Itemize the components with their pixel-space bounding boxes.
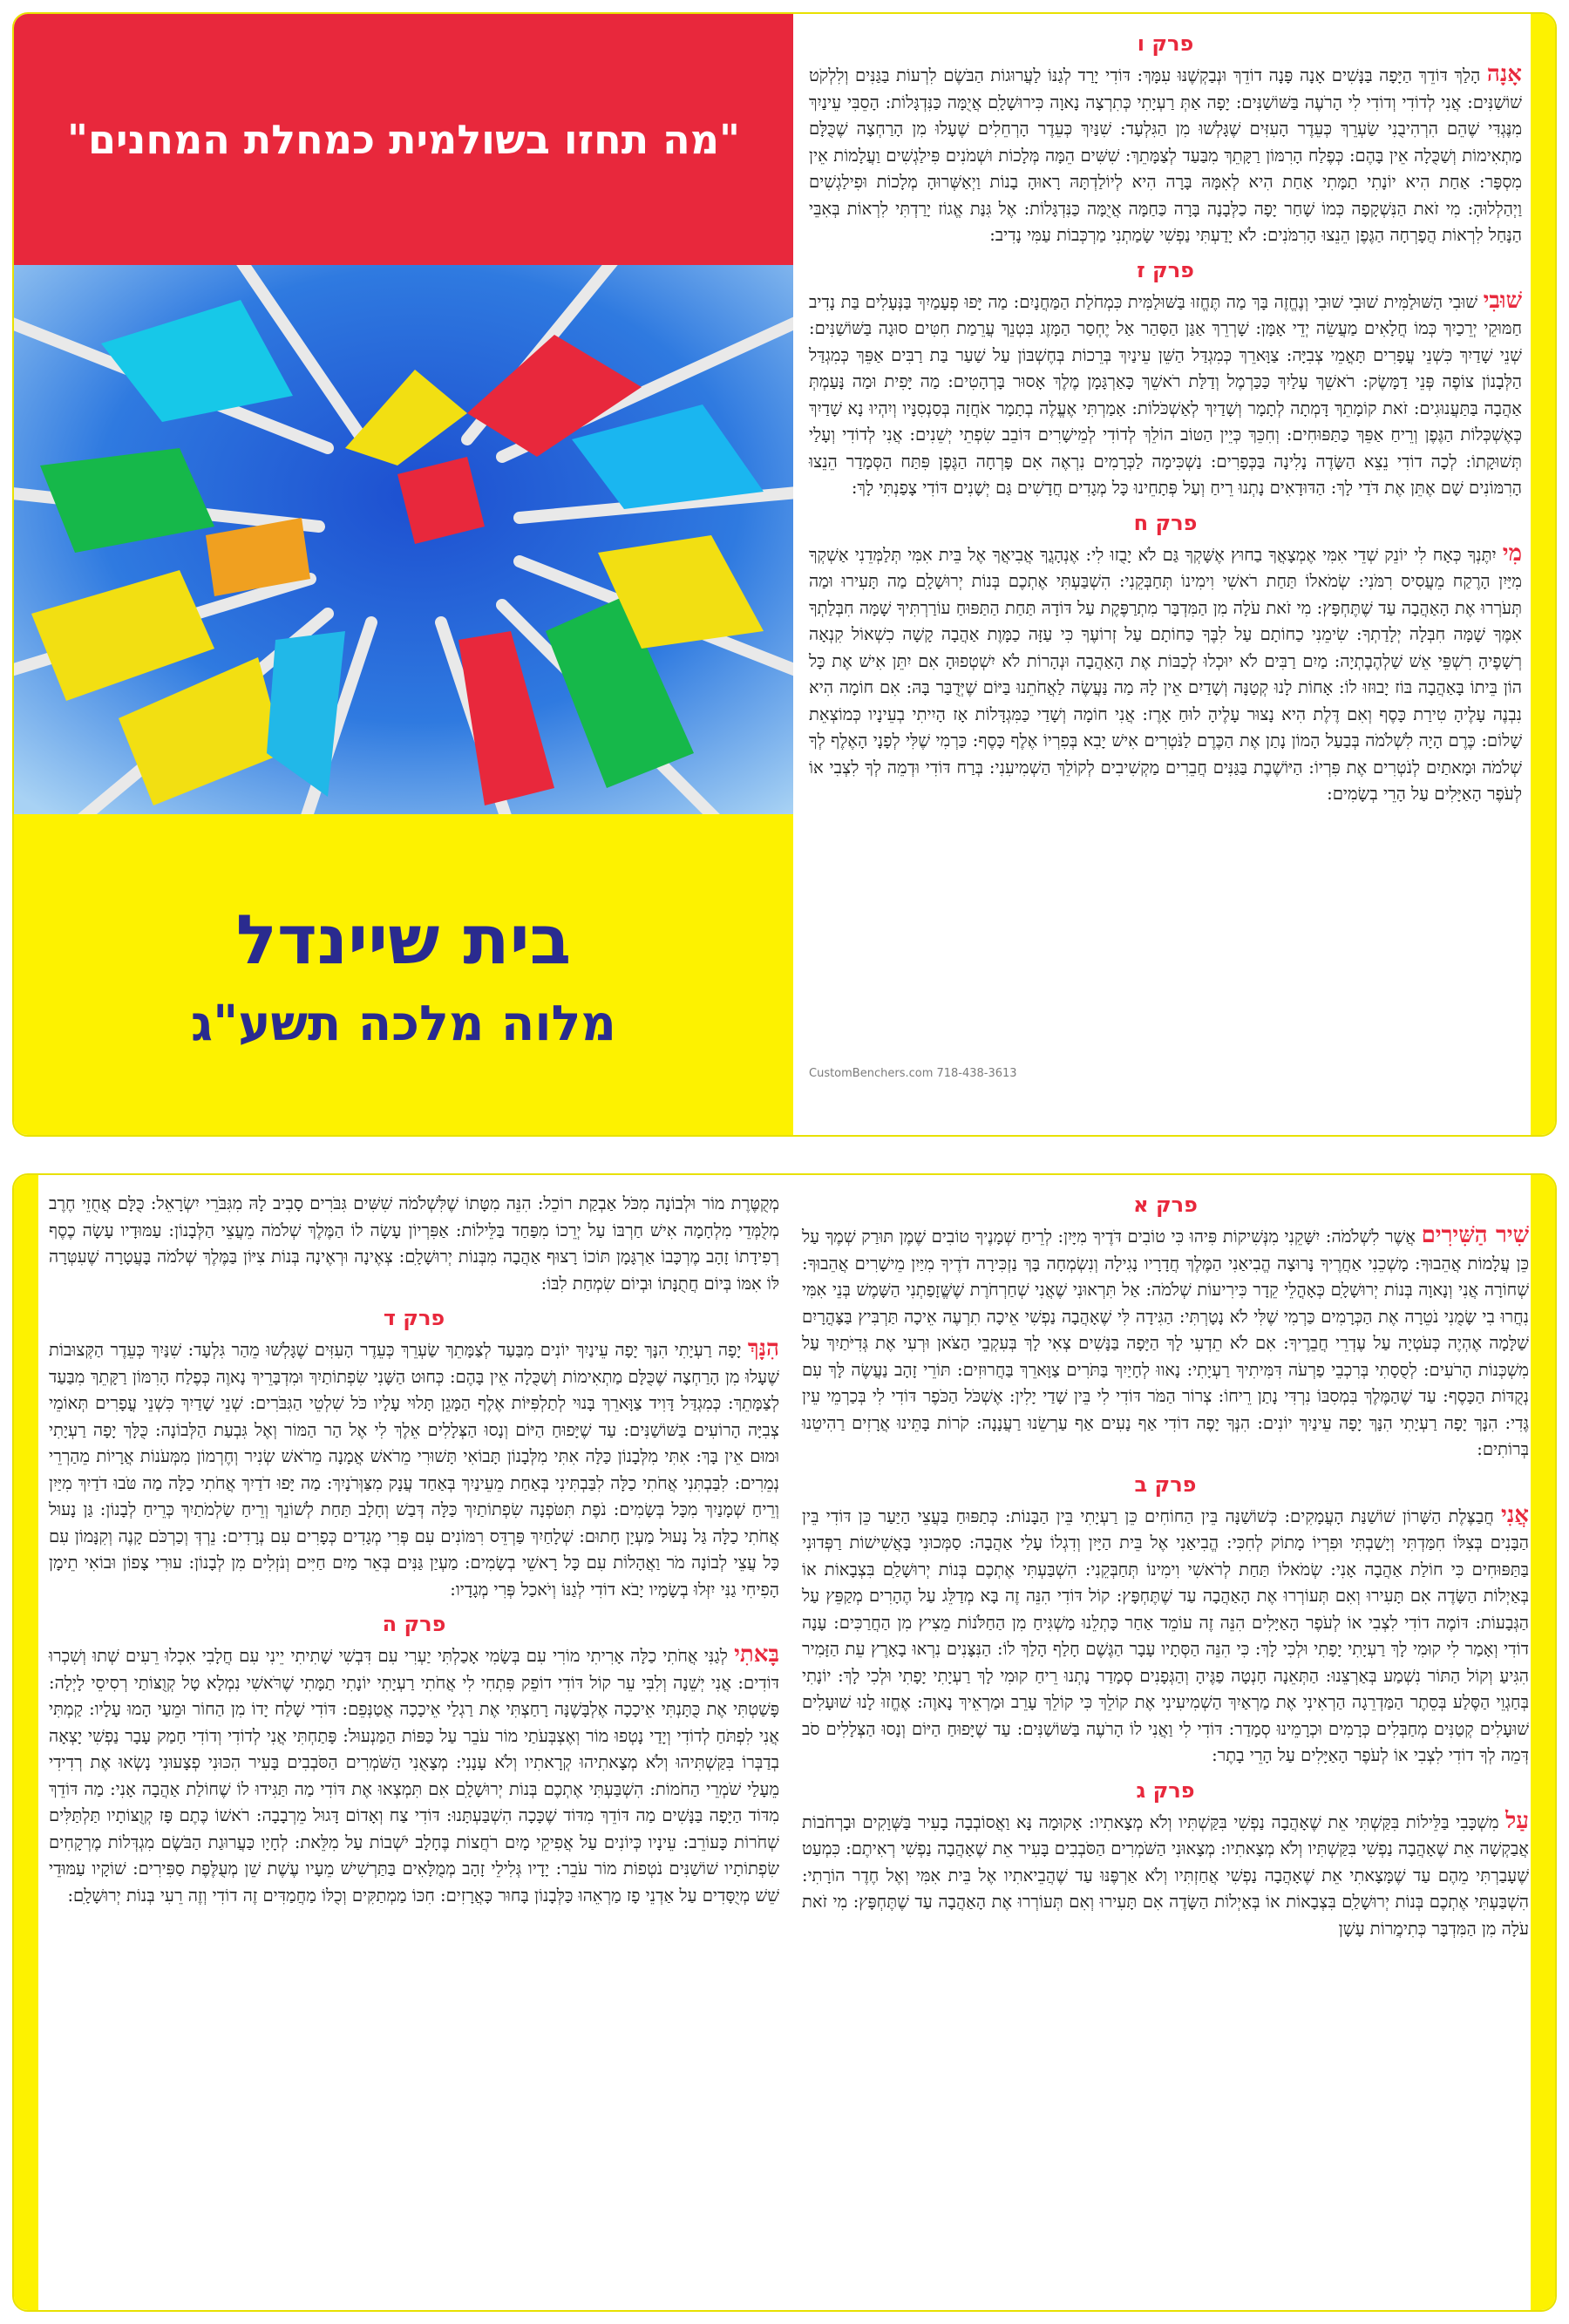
top-text-column	[809, 30, 1522, 817]
chapter-2	[802, 1472, 1529, 1770]
chapter-text: הָלַךְ דּוֹדֵךְ הַיָּפָה בַּנָּשִׁים אָנָה פָּנָה דוֹדֵךְ וּנְבַקְשֶׁנּוּ עִמָּךְ: דּוֹדִי יָרַד לְגַנּוֹ לַעֲרוּגוֹת הַבֹּשֶׂם לִרְעוֹת בַּגַּנִּים וְלִלְקֹט שׁוֹשַׁנִּים: אֲנִי לְדוֹדִי וְדוֹדִי לִי הָרֹעֶה בַּשּׁוֹשַׁנִּים: יָפָה אַתְּ רַעְיָתִי כְּתִרְצָה נָאוָה כִּירוּשָׁלָ‍ִם אֲיֻמָּה כַּנִּדְגָּלוֹת: הָסֵבִּי עֵינַיִךְ מִנֶּגְדִּי שֶׁהֵם הִרְהִיבֻנִי שַׂעְרֵךְ כְּעֵדֶר הָעִזִּים שֶׁגָּלְשׁוּ מִן הַגִּלְעָד: שִׁנַּיִךְ כְּעֵדֶר הָרְחֵלִים שֶׁעָלוּ מִן הָרַחְצָה שֶׁכֻּלָּם מַתְאִימוֹת וְשַׁכֻּלָה אֵין בָּהֶם: כְּפֶלַח הָרִמּוֹן רַקָּתֵךְ מִבַּעַד לְצַמָּתֵךְ: שִׁשִּׁים הֵמָּה מְּלָכוֹת וּשְׁמֹנִים פִּילַגְשִׁים וַעֲלָמוֹת אֵין מִסְפָּר: אַחַת הִיא יוֹנָתִי תַמָּתִי אַחַת הִיא לְאִמָּהּ בָּרָה הִיא לְיוֹלַדְתָּהּ רָאוּהָ בָנוֹת וַיְאַשְּׁרוּהָ מְלָכוֹת וּפִילַגְשִׁים וַיְהַלְלוּהָ: מִי זֹאת הַנִּשְׁקָפָה כְּמוֹ שָׁחַר יָפָה כַלְּבָנָה בָּרָה כַּחַמָּה אֲיֻמָּה כַּנִּדְגָּלוֹת: אֶל גִּנַּת אֱגוֹז יָרַדְתִּי לִרְאוֹת בְּאִבֵּי הַנָּחַל לִרְאוֹת הֲפָרְחָה הַגֶּפֶן הֵנֵצוּ הָרִמֹּנִים: לֹא יָדַעְתִּי נַפְשִׁי שָׂמַתְנִי מַרְכְּבוֹת עַמִּי נָדִיב:	[809, 65, 1522, 245]
chapter-title: פרק א	[1133, 1193, 1198, 1217]
chapter-first-word: אָנָה	[1486, 61, 1522, 87]
chapter-1	[802, 1193, 1529, 1464]
flags-illustration	[14, 265, 793, 814]
bottom-left-column	[49, 1191, 779, 1918]
chapter-text: יִתֶּנְךָ כְּאָח לִי יוֹנֵק שְׁדֵי אִמִּי אֶמְצָאֲךָ בַחוּץ אֶשָּׁקְךָ גַּם לֹא יָבֻזוּ לִי: אֶנְהָגֲךָ אֲבִיאֲךָ אֶל בֵּית אִמִּי תְּלַמְּדֵנִי אַשְׁקְךָ מִיַּיִן הָרֶקַח מֵעֲסִיס רִמֹּנִי: שְׂמֹאלוֹ תַּחַת רֹאשִׁי וִימִינוֹ תְּחַבְּקֵנִי: הִשְׁבַּעְתִּי אֶתְכֶם בְּנוֹת יְרוּשָׁלָ‍ִם מַה תָּעִירוּ וּמַה תְּעֹרְרוּ אֶת הָאַהֲבָה עַד שֶׁתֶּחְפָּץ: מִי זֹאת עֹלָה מִן הַמִּדְבָּר מִתְרַפֶּקֶת עַל דּוֹדָהּ תַּחַת הַתַּפּוּחַ עוֹרַרְתִּיךָ שָׁמָּה חִבְּלַתְךָ אִמֶּךָ שָׁמָּה חִבְּלָה יְלָדַתְךָ: שִׂימֵנִי כַחוֹתָם עַל לִבֶּךָ כַּחוֹתָם עַל זְרוֹעֶךָ כִּי עַזָּה כַמָּוֶת אַהֲבָה קָשָׁה כִשְׁאוֹל קִנְאָה רְשָׁפֶיהָ רִשְׁפֵּי אֵשׁ שַׁלְהֶבֶתְיָה: מַיִם רַבִּים לֹא יוּכְלוּ לְכַבּוֹת אֶת הָאַהֲבָה וּנְהָרוֹת לֹא יִשְׁטְפוּהָ אִם יִתֵּן אִישׁ אֶת כָּל הוֹן בֵּיתוֹ בָּאַהֲבָה בּוֹז יָבוּזוּ לוֹ: אָחוֹת לָנוּ קְטַנָּה וְשָׁדַיִם אֵין לָהּ מַה נַּעֲשֶׂה לַאֲחֹתֵנוּ בַּיּוֹם שֶׁיְּדֻבַּר בָּהּ: אִם חוֹמָה הִיא נִבְנֶה עָלֶיהָ טִירַת כָּסֶף וְאִם דֶּלֶת הִיא נָצוּר עָלֶיהָ לוּחַ אָרֶז: אֲנִי חוֹמָה וְשָׁדַי כַּמִּגְדָּלוֹת אָז הָיִיתִי בְעֵינָיו כְּמוֹצְאֵת שָׁלוֹם: כֶּרֶם הָיָה לִשְׁלֹמֹה בְּבַעַל הָמוֹן נָתַן אֶת הַכֶּרֶם לַנֹּטְרִים אִישׁ יָבִא בְּפִרְיוֹ אֶלֶף כָּסֶף: כַּרְמִי שֶׁלִּי לְפָנָי הָאֶלֶף לְךָ שְׁלֹמֹה וּמָאתַיִם לְנֹטְרִים אֶת פִּרְיוֹ: הַיּוֹשֶׁבֶת בַּגַּנִּים חֲבֵרִים מַקְשִׁיבִים לְקוֹלֵךְ הַשְׁמִיעִנִי: בְּרַח דּוֹדִי וּדְמֵה לְךָ לִצְבִי אוֹ לְעֹפֶר הָאַיָּלִים עַל הָרֵי בְשָׂמִים:	[809, 544, 1522, 804]
cover-title: בית שיינדל	[235, 900, 572, 980]
chapter-8	[809, 511, 1522, 808]
chapter-text: חֲבַצֶּלֶת הַשָּׁרוֹן שׁוֹשַׁנַּת הָעֲמָקִים: כְּשׁוֹשַׁנָּה בֵּין הַחוֹחִים כֵּן רַעְיָתִי בֵּין הַבָּנוֹת: כְּתַפּוּחַ בַּעֲצֵי הַיַּעַר כֵּן דּוֹדִי בֵּין הַבָּנִים בְּצִלּוֹ חִמַּדְתִּי וְיָשַׁבְתִּי וּפִרְיוֹ מָתוֹק לְחִכִּי: הֱבִיאַנִי אֶל בֵּית הַיָּיִן וְדִגְלוֹ עָלַי אַהֲבָה: סַמְּכוּנִי בָּאֲשִׁישׁוֹת רַפְּדוּנִי בַּתַּפּוּחִים כִּי חוֹלַת אַהֲבָה אָנִי: שְׂמֹאלוֹ תַּחַת לְרֹאשִׁי וִימִינוֹ תְּחַבְּקֵנִי: הִשְׁבַּעְתִּי אֶתְכֶם בְּנוֹת יְרוּשָׁלַ‍ִם בִּצְבָאוֹת אוֹ בְּאַיְלוֹת הַשָּׂדֶה אִם תָּעִירוּ וְאִם תְּעוֹרְרוּ אֶת הָאַהֲבָה עַד שֶׁתֶּחְפָּץ: קוֹל דּוֹדִי הִנֵּה זֶה בָּא מְדַלֵּג עַל הֶהָרִים מְקַפֵּץ עַל הַגְּבָעוֹת: דּוֹמֶה דוֹדִי לִצְבִי אוֹ לְעֹפֶר הָאַיָּלִים הִנֵּה זֶה עוֹמֵד אַחַר כָּתְלֵנוּ מַשְׁגִּיחַ מִן הַחַלֹּנוֹת מֵצִיץ מִן הַחֲרַכִּים: עָנָה דוֹדִי וְאָמַר לִי קוּמִי לָךְ רַעְיָתִי יָפָתִי וּלְכִי לָךְ: כִּי הִנֵּה הַסְּתָיו עָבָר הַגֶּשֶׁם חָלַף הָלַךְ לוֹ: הַנִּצָּנִים נִרְאוּ בָאָרֶץ עֵת הַזָּמִיר הִגִּיעַ וְקוֹל הַתּוֹר נִשְׁמַע בְּאַרְצֵנוּ: הַתְּאֵנָה חָנְטָה פַגֶּיהָ וְהַגְּפָנִים סְמָדַר נָתְנוּ רֵיחַ קוּמִי לָךְ רַעְיָתִי יָפָתִי וּלְכִי לָךְ: יוֹנָתִי בְּחַגְוֵי הַסֶּלַע בְּסֵתֶר הַמַּדְרֵגָה הַרְאִינִי אֶת מַרְאַיִךְ הַשְׁמִיעִינִי אֶת קוֹלֵךְ כִּי קוֹלֵךְ עָרֵב וּמַרְאֵיךְ נָאוֶה: אֶחֱזוּ לָנוּ שׁוּעָלִים שׁוּעָלִים קְטַנִּים מְחַבְּלִים כְּרָמִים וּכְרָמֵינוּ סְמָדַר: דּוֹדִי לִי וַאֲנִי לוֹ הָרֹעֶה בַּשּׁוֹשַׁנִּים: עַד שֶׁיָּפוּחַ הַיּוֹם וְנָסוּ הַצְּלָלִים סֹב דְּמֵה לְךָ דוֹדִי לִצְבִי אוֹ לְעֹפֶר הָאַיָּלִים עַל הָרֵי בָתֶר:	[802, 1505, 1529, 1765]
chapter-text: לְגַנִּי אֲחֹתִי כַלָּה אָרִיתִי מוֹרִי עִם בְּשָׂמִי אָכַלְתִּי יַעְרִי עִם דִּבְשִׁי שָׁתִיתִי יֵינִי עִם חֲלָבִי אִכְלוּ רֵעִים שְׁתוּ וְשִׁכְרוּ דּוֹדִים: אֲנִי יְשֵׁנָה וְלִבִּי עֵר קוֹל דּוֹדִי דוֹפֵק פִּתְחִי לִי אֲחֹתִי רַעְיָתִי יוֹנָתִי תַמָּתִי שֶׁרֹּאשִׁי נִמְלָא טָל קְוֻצּוֹתַי רְסִיסֵי לָיְלָה: פָּשַׁטְתִּי אֶת כֻּתָּנְתִּי אֵיכָכָה אֶלְבָּשֶׁנָּה רָחַצְתִּי אֶת רַגְלַי אֵיכָכָה אֲטַנְּפֵם: דּוֹדִי שָׁלַח יָדוֹ מִן הַחוֹר וּמֵעַי הָמוּ עָלָיו: קַמְתִּי אֲנִי לִפְתֹּחַ לְדוֹדִי וְיָדַי נָטְפוּ מוֹר וְאֶצְבְּעֹתַי מוֹר עֹבֵר עַל כַּפּוֹת הַמַּנְעוּל: פָּתַחְתִּי אֲנִי לְדוֹדִי וְדוֹדִי חָמַק עָבָר נַפְשִׁי יָצְאָה בְדַבְּרוֹ בִּקַּשְׁתִּיהוּ וְלֹא מְצָאתִיהוּ קְרָאתִיו וְלֹא עָנָנִי: מְצָאֻנִי הַשֹּׁמְרִים הַסֹּבְבִים בָּעִיר הִכּוּנִי פְצָעוּנִי נָשְׂאוּ אֶת רְדִידִי מֵעָלַי שֹׁמְרֵי הַחֹמוֹת: הִשְׁבַּעְתִּי אֶתְכֶם בְּנוֹת יְרוּשָׁלָ‍ִם אִם תִּמְצְאוּ אֶת דּוֹדִי מַה תַּגִּידוּ לוֹ שֶׁחוֹלַת אַהֲבָה אָנִי: מַה דּוֹדֵךְ מִדּוֹד הַיָּפָה בַּנָּשִׁים מַה דּוֹדֵךְ מִדּוֹד שֶׁכָּכָה הִשְׁבַּעְתָּנוּ: דּוֹדִי צַח וְאָדוֹם דָּגוּל מֵרְבָבָה: רֹאשׁוֹ כֶּתֶם פָּז קְוֻצּוֹתָיו תַּלְתַּלִּים שְׁחֹרוֹת כָּעוֹרֵב: עֵינָיו כְּיוֹנִים עַל אֲפִיקֵי מָיִם רֹחֲצוֹת בֶּחָלָב יֹשְׁבוֹת עַל מִלֵּאת: לְחָיָו כַּעֲרוּגַת הַבֹּשֶׂם מִגְדְּלוֹת מֶרְקָחִים שִׂפְתוֹתָיו שׁוֹשַׁנִּים נֹטְפוֹת מוֹר עֹבֵר: יָדָיו גְּלִילֵי זָהָב מְמֻלָּאִים בַּתַּרְשִׁישׁ מֵעָיו עֶשֶׁת שֵׁן מְעֻלֶּפֶת סַפִּירִים: שׁוֹקָיו עַמּוּדֵי שֵׁשׁ מְיֻסָּדִים עַל אַדְנֵי פָז מַרְאֵהוּ כַּלְּבָנוֹן בָּחוּר כָּאֲרָזִים: חִכּוֹ מַמְתַקִּים וְכֻלּוֹ מַחֲמַדִּים זֶה דוֹדִי וְזֶה רֵעִי בְּנוֹת יְרוּשָׁלָ‍ִם:	[49, 1646, 779, 1906]
chapter-first-word: אֲנִי	[1501, 1501, 1529, 1528]
left-edge-strip	[14, 1175, 38, 2310]
chapter-first-word: עַל	[1505, 1807, 1529, 1834]
chapter-6	[809, 31, 1522, 249]
right-edge-strip	[1531, 14, 1555, 1135]
chapter-first-word: שׁוּבִי	[1483, 287, 1522, 314]
cover-quote: "מה תחזו בשולמית כמחלת המחנים"	[66, 116, 741, 163]
cover-subtitle: מלוה מלכה תשע"ג	[191, 995, 616, 1052]
chapter-4	[49, 1306, 779, 1603]
chapter-title: פרק ד	[383, 1306, 445, 1330]
chapter-3-continued	[49, 1191, 779, 1297]
chapter-title: פרק ח	[1133, 510, 1198, 535]
chapter-7	[809, 258, 1522, 502]
chapter-first-word: שִׁיר הַשִּׁירִים	[1421, 1222, 1529, 1248]
chapter-title: פרק ז	[1137, 257, 1194, 282]
chapter-5	[49, 1612, 779, 1909]
cover-quote-banner	[14, 14, 793, 265]
chapter-first-word: מִי	[1502, 540, 1522, 567]
top-page	[12, 12, 1557, 1137]
bottom-right-column	[802, 1191, 1529, 1951]
flags-photo	[14, 265, 793, 814]
chapter-text: מְקֻטֶּרֶת מוֹר וּלְבוֹנָה מִכֹּל אַבְקַת רוֹכֵל: הִנֵּה מִטָּתוֹ שֶׁלִּשְׁלֹמֹה שִׁשִּׁים גִּבֹּרִים סָבִיב לָהּ מִגִּבֹּרֵי יִשְׂרָאֵל: כֻּלָּם אֲחֻזֵי חֶרֶב מְלֻמְּדֵי מִלְחָמָה אִישׁ חַרְבּוֹ עַל יְרֵכוֹ מִפַּחַד בַּלֵּילוֹת: אַפִּרְיוֹן עָשָׂה לוֹ הַמֶּלֶךְ שְׁלֹמֹה מֵעֲצֵי הַלְּבָנוֹן: עַמּוּדָיו עָשָׂה כֶסֶף רְפִידָתוֹ זָהָב מֶרְכָּבוֹ אַרְגָּמָן תּוֹכוֹ רָצוּף אַהֲבָה מִבְּנוֹת יְרוּשָׁלָ‍ִם: צְאֶינָה וּרְאֶינָה בְּנוֹת צִיּוֹן בַּמֶּלֶךְ שְׁלֹמֹה בָּעֲטָרָה שֶׁעִטְּרָה לּוֹ אִמּוֹ בְּיוֹם חֲתֻנָּתוֹ וּבְיוֹם שִׂמְחַת לִבּוֹ:	[49, 1193, 779, 1294]
chapter-first-word: בָּאתִי	[734, 1641, 779, 1668]
right-edge-strip	[1531, 1175, 1555, 2310]
chapter-3	[802, 1778, 1529, 1943]
chapter-text: אֲשֶׁר לִשְׁלֹמֹה: יִשָּׁקֵנִי מִנְּשִׁיקוֹת פִּיהוּ כִּי טוֹבִים דֹּדֶיךָ מִיָּיִן: לְרֵיחַ שְׁמָנֶיךָ טוֹבִים שֶׁמֶן תּוּרַק שְׁמֶךָ עַל כֵּן עֲלָמוֹת אֲהֵבוּךָ: מָשְׁכֵנִי אַחֲרֶיךָ נָּרוּצָה הֱבִיאַנִי הַמֶּלֶךְ חֲדָרָיו נָגִילָה וְנִשְׂמְחָה בָּךְ נַזְכִּירָה דֹדֶיךָ מִיַּיִן מֵישָׁרִים אֲהֵבוּךָ: שְׁחוֹרָה אֲנִי וְנָאוָה בְּנוֹת יְרוּשָׁלָ‍ִם כְּאָהֳלֵי קֵדָר כִּירִיעוֹת שְׁלֹמֹה: אַל תִּרְאוּנִי שֶׁאֲנִי שְׁחַרְחֹרֶת שֶׁשֱּׁזָפַתְנִי הַשָּׁמֶשׁ בְּנֵי אִמִּי נִחֲרוּ בִי שָׂמֻנִי נֹטֵרָה אֶת הַכְּרָמִים כַּרְמִי שֶׁלִּי לֹא נָטָרְתִּי: הַגִּידָה לִּי שֶׁאָהֲבָה נַפְשִׁי אֵיכָה תִרְעֶה אֵיכָה תַּרְבִּיץ בַּצָּהֳרָיִם שַׁלָּמָה אֶהְיֶה כְּעֹטְיָה עַל עֶדְרֵי חֲבֵרֶיךָ: אִם לֹא תֵדְעִי לָךְ הַיָּפָה בַּנָּשִׁים צְאִי לָךְ בְּעִקְבֵי הַצֹּאן וּרְעִי אֶת גְּדִיֹּתַיִךְ עַל מִשְׁכְּנוֹת הָרֹעִים: לְסֻסָתִי בְּרִכְבֵי פַרְעֹה דִּמִּיתִיךְ רַעְיָתִי: נָאווּ לְחָיַיִךְ בַּתֹּרִים צַוָּארֵךְ בַּחֲרוּזִים: תּוֹרֵי זָהָב נַעֲשֶׂה לָּךְ עִם נְקֻדּוֹת הַכָּסֶף: עַד שֶׁהַמֶּלֶךְ בִּמְסִבּוֹ נִרְדִּי נָתַן רֵיחוֹ: צְרוֹר הַמֹּר דּוֹדִי לִי בֵּין שָׁדַי יָלִין: אֶשְׁכֹּל הַכֹּפֶר דּוֹדִי לִי בְּכַרְמֵי עֵין גֶּדִי: הִנָּךְ יָפָה רַעְיָתִי הִנָּךְ יָפָה עֵינַיִךְ יוֹנִים: הִנְּךָ יָפֶה דוֹדִי אַף נָעִים אַף עַרְשֵׂנוּ רַעֲנָנָה: קֹרוֹת בָּתֵּינוּ אֲרָזִים רַהִיטֵנוּ בְּרוֹתִים:	[802, 1227, 1529, 1459]
chapter-text: יָפָה רַעְיָתִי הִנָּךְ יָפָה עֵינַיִךְ יוֹנִים מִבַּעַד לְצַמָּתֵךְ שַׂעְרֵךְ כְּעֵדֶר הָעִזִּים שֶׁגָּלְשׁוּ מֵהַר גִּלְעָד: שִׁנַּיִךְ כְּעֵדֶר הַקְּצוּבוֹת שֶׁעָלוּ מִן הָרַחְצָה שֶׁכֻּלָּם מַתְאִימוֹת וְשַׁכֻּלָה אֵין בָּהֶם: כְּחוּט הַשָּׁנִי שִׂפְתוֹתַיִךְ וּמִדְבָּרֵיךְ נָאוֶה כְּפֶלַח הָרִמּוֹן רַקָּתֵךְ מִבַּעַד לְצַמָּתֵךְ: כְּמִגְדַּל דָּוִיד צַוָּארֵךְ בָּנוּי לְתַלְפִּיּוֹת אֶלֶף הַמָּגֵן תָּלוּי עָלָיו כֹּל שִׁלְטֵי הַגִּבֹּרִים: שְׁנֵי שָׁדַיִךְ כִּשְׁנֵי עֳפָרִים תְּאוֹמֵי צְבִיָּה הָרוֹעִים בַּשּׁוֹשַׁנִּים: עַד שֶׁיָּפוּחַ הַיּוֹם וְנָסוּ הַצְּלָלִים אֵלֶךְ לִי אֶל הַר הַמּוֹר וְאֶל גִּבְעַת הַלְּבוֹנָה: כֻּלָּךְ יָפָה רַעְיָתִי וּמוּם אֵין בָּךְ: אִתִּי מִלְּבָנוֹן כַּלָּה אִתִּי מִלְּבָנוֹן תָּבוֹאִי תָּשׁוּרִי מֵרֹאשׁ אֲמָנָה מֵרֹאשׁ שְׂנִיר וְחֶרְמוֹן מִמְּעֹנוֹת אֲרָיוֹת מֵהַרְרֵי נְמֵרִים: לִבַּבְתִּנִי אֲחֹתִי כַלָּה לִבַּבְתִּינִי בְּאַחַת מֵעֵינַיִךְ בְּאַחַד עֲנָק מִצַּוְּרֹנָיִךְ: מַה יָּפוּ דֹדַיִךְ אֲחֹתִי כַלָּה מַה טֹּבוּ דֹדַיִךְ מִיַּיִן וְרֵיחַ שְׁמָנַיִךְ מִכָּל בְּשָׂמִים: נֹפֶת תִּטֹּפְנָה שִׂפְתוֹתַיִךְ כַּלָּה דְּבַשׁ וְחָלָב תַּחַת לְשׁוֹנֵךְ וְרֵיחַ שַׂלְמֹתַיִךְ כְּרֵיחַ לְבָנוֹן: גַּן נָעוּל אֲחֹתִי כַלָּה גַּל נָעוּל מַעְיָן חָתוּם: שְׁלָחַיִךְ פַּרְדֵּס רִמּוֹנִים עִם פְּרִי מְגָדִים כְּפָרִים עִם נְרָדִים: נֵרְדְּ וְכַרְכֹּם קָנֶה וְקִנָּמוֹן עִם כָּל עֲצֵי לְבוֹנָה מֹר וַאֲהָלוֹת עִם כָּל רָאשֵׁי בְשָׂמִים: מַעְיַן גַּנִּים בְּאֵר מַיִם חַיִּים וְנֹזְלִים מִן לְבָנוֹן: עוּרִי צָפוֹן וּבוֹאִי תֵימָן הָפִיחִי גַנִּי יִזְּלוּ בְשָׂמָיו יָבֹא דוֹדִי לְגַנּוֹ וְיֹאכַל פְּרִי מְגָדָיו:	[49, 1340, 779, 1600]
chapter-title: פרק ב	[1134, 1471, 1197, 1497]
chapter-text: שׁוּבִי הַשּׁוּלַמִּית שׁוּבִי שׁוּבִי וְנֶחֱזֶה בָּךְ מַה תֶּחֱזוּ בַּשּׁוּלַמִּית כִּמְחֹלַת הַמַּחֲנָיִם: מַה יָּפוּ פְעָמַיִךְ בַּנְּעָלִים בַּת נָדִיב חַמּוּקֵי יְרֵכַיִךְ כְּמוֹ חֲלָאִים מַעֲשֵׂה יְדֵי אָמָּן: שָׁרְרֵךְ אַגַּן הַסַּהַר אַל יֶחְסַר הַמָּזֶג בִּטְנֵךְ עֲרֵמַת חִטִּים סוּגָה בַּשּׁוֹשַׁנִּים: שְׁנֵי שָׁדַיִךְ כִּשְׁנֵי עֳפָרִים תָּאֳמֵי צְבִיָּה: צַוָּארֵךְ כְּמִגְדַּל הַשֵּׁן עֵינַיִךְ בְּרֵכוֹת בְּחֶשְׁבּוֹן עַל שַׁעַר בַּת רַבִּים אַפֵּךְ כְּמִגְדַּל הַלְּבָנוֹן צוֹפֶה פְּנֵי דַמָּשֶׂק: רֹאשֵׁךְ עָלַיִךְ כַּכַּרְמֶל וְדַלַּת רֹאשֵׁךְ כָּאַרְגָּמָן מֶלֶךְ אָסוּר בָּרְהָטִים: מַה יָּפִית וּמַה נָּעַמְתְּ אַהֲבָה בַּתַּעֲנוּגִים: זֹאת קוֹמָתֵךְ דָּמְתָה לְתָמָר וְשָׁדַיִךְ לְאַשְׁכֹּלוֹת: אָמַרְתִּי אֶעֱלֶה בְתָמָר אֹחֲזָה בְּסַנְסִנָּיו וְיִהְיוּ נָא שָׁדַיִךְ כְּאֶשְׁכְּלוֹת הַגֶּפֶן וְרֵיחַ אַפֵּךְ כַּתַּפּוּחִים: וְחִכֵּךְ כְּיֵין הַטּוֹב הוֹלֵךְ לְדוֹדִי לְמֵישָׁרִים דּוֹבֵב שִׂפְתֵי יְשֵׁנִים: אֲנִי לְדוֹדִי וְעָלַי תְּשׁוּקָתוֹ: לְכָה דוֹדִי נֵצֵא הַשָּׂדֶה נָלִינָה בַּכְּפָרִים: נַשְׁכִּימָה לַכְּרָמִים נִרְאֶה אִם פָּרְחָה הַגֶּפֶן פִּתַּח הַסְּמָדַר הֵנֵצוּ הָרִמּוֹנִים שָׁם אֶתֵּן אֶת דֹּדַי לָךְ: הַדּוּדָאִים נָתְנוּ רֵיחַ וְעַל פְּתָחֵינוּ כָּל מְגָדִים חֲדָשִׁים גַּם יְשָׁנִים דּוֹדִי צָפַנְתִּי לָךְ:	[809, 291, 1522, 498]
chapter-title: פרק ה	[382, 1612, 446, 1636]
chapter-title: פרק ג	[1136, 1777, 1195, 1803]
chapter-title: פרק ו	[1137, 31, 1194, 56]
chapter-first-word: הִנָּךְ	[747, 1335, 779, 1362]
cover-title-block	[14, 814, 793, 1137]
chapter-text: מִשְׁכָּבִי בַּלֵּילוֹת בִּקַּשְׁתִּי אֵת שֶׁאָהֲבָה נַפְשִׁי בִּקַּשְׁתִּיו וְלֹא מְצָאתִיו: אָקוּמָה נָּא וַאֲסוֹבְבָה בָעִיר בַּשְּׁוָקִים וּבָרְחֹבוֹת אֲבַקְשָׁה אֵת שֶׁאָהֲבָה נַפְשִׁי בִּקַּשְׁתִּיו וְלֹא מְצָאתִיו: מְצָאוּנִי הַשֹּׁמְרִים הַסֹּבְבִים בָּעִיר אֵת שֶׁאָהֲבָה נַפְשִׁי רְאִיתֶם: כִּמְעַט שֶׁעָבַרְתִּי מֵהֶם עַד שֶׁמָּצָאתִי אֵת שֶׁאָהֲבָה נַפְשִׁי אֲחַזְתִּיו וְלֹא אַרְפֶּנּוּ עַד שֶׁהֲבֵיאתִיו אֶל בֵּית אִמִּי וְאֶל חֶדֶר הוֹרָתִי: הִשְׁבַּעְתִּי אֶתְכֶם בְּנוֹת יְרוּשָׁלַ‍ִם בִּצְבָאוֹת אוֹ בְּאַיְלוֹת הַשָּׂדֶה אִם תָּעִירוּ וְאִם תְּעוֹרְרוּ אֶת הָאַהֲבָה עַד שֶׁתֶּחְפָּץ: מִי זֹאת עֹלָה מִן הַמִּדְבָּר כְּתִימֲרוֹת עָשָׁן	[802, 1811, 1529, 1939]
bottom-page	[12, 1173, 1557, 2312]
printer-credit: CustomBenchers.com 718-438-3613	[809, 1067, 1017, 1080]
